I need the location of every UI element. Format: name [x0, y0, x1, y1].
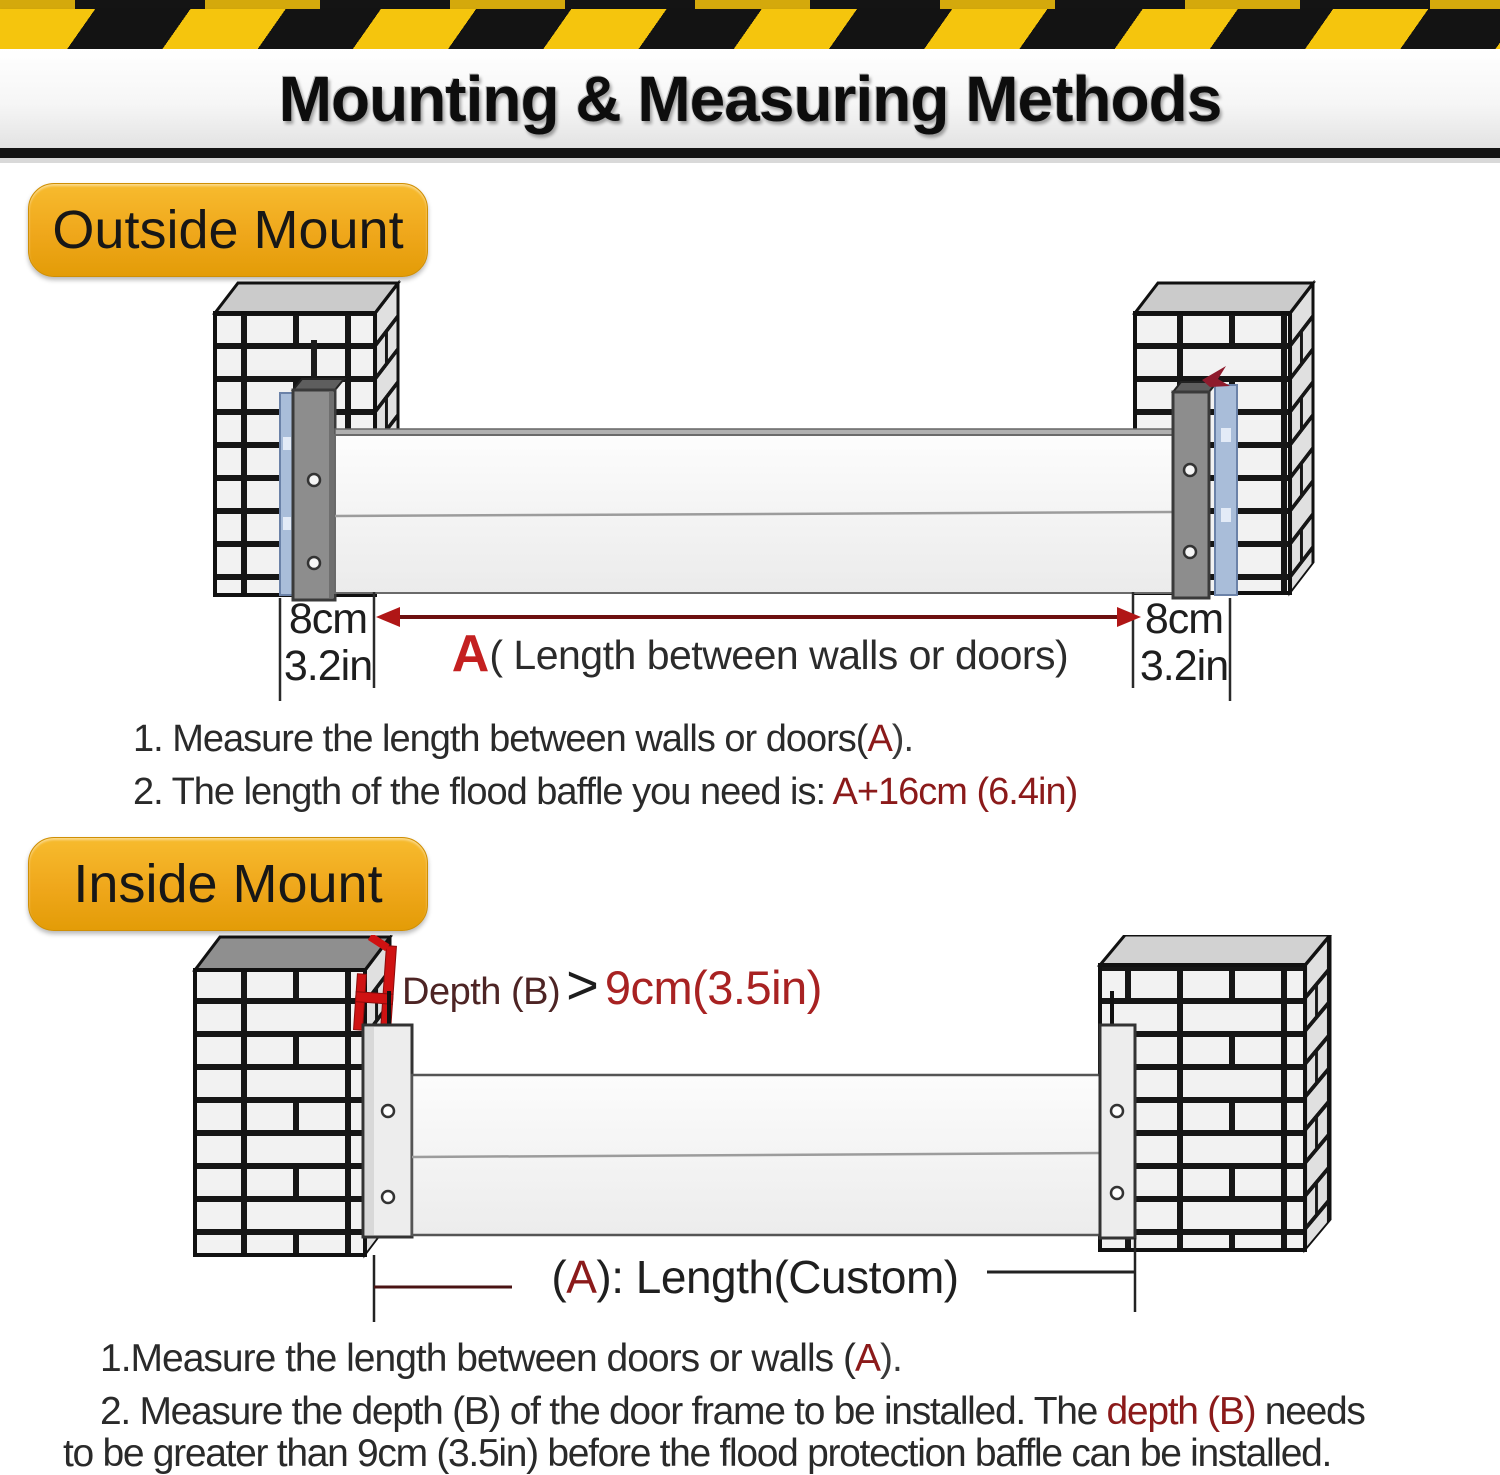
page-title: Mounting & Measuring Methods — [278, 62, 1222, 135]
hazard-stripe-edge — [0, 0, 1500, 9]
greater-than-symbol: > — [566, 953, 599, 1016]
left-offset-label — [278, 596, 378, 690]
pillar-top-face — [1100, 935, 1330, 965]
pillar-top-face — [215, 283, 398, 313]
rubber-seal-right — [1215, 385, 1237, 595]
seal-reflection — [1221, 508, 1231, 522]
mounting-bracket-right — [1173, 382, 1217, 598]
divider-rule — [0, 148, 1500, 163]
pillar-side-face — [1305, 935, 1330, 1250]
pillar-front-face — [195, 970, 365, 1255]
span-a-text: ( Length between walls or doors) — [489, 632, 1069, 678]
depth-requirement-label — [402, 952, 822, 1017]
seal-reflection — [1221, 428, 1231, 442]
span-a-custom-label: (A): Length(Custom) — [551, 1251, 959, 1303]
pillar-top-face — [195, 937, 390, 970]
inside-step-2: 2. Measure the depth (B) of the door frame to be installed. The depth (B) needs — [100, 1390, 1365, 1433]
mounting-bracket-right — [1100, 991, 1135, 1238]
offset-cm: 8cm — [288, 595, 368, 643]
pillar-top-face — [1135, 283, 1313, 313]
length-formula: A+16cm (6.4in) — [832, 771, 1078, 813]
span-a-label — [385, 624, 1135, 684]
inside-mount-badge: Inside Mount — [28, 837, 428, 931]
span-a-letter: A — [451, 625, 490, 683]
flood-barrier-panel — [412, 1075, 1100, 1235]
screw-hole — [1184, 546, 1196, 558]
right-offset-label — [1134, 596, 1234, 690]
screw-hole — [1111, 1187, 1123, 1199]
bracket-top-face — [293, 379, 344, 390]
seal-reflection — [283, 517, 291, 530]
inside-step-1: 1.Measure the length between doors or walls (A). — [100, 1337, 902, 1380]
outside-step-1: 1. Measure the length between walls or doors(A). — [133, 718, 914, 760]
seal-reflection — [283, 437, 291, 450]
screw-hole — [382, 1105, 394, 1117]
screw-hole — [308, 557, 320, 569]
depth-value: 9cm(3.5in) — [604, 961, 822, 1014]
depth-text: Depth (B) — [402, 971, 561, 1013]
title-band — [0, 49, 1500, 148]
offset-in: 3.2in — [283, 642, 373, 690]
screw-hole — [1111, 1105, 1123, 1117]
pillar-side-face — [1290, 283, 1313, 593]
screw-hole — [1184, 464, 1196, 476]
flood-barrier-panel — [335, 429, 1173, 593]
inside-step-2-continued: to be greater than 9cm (3.5in) before the flood protection baffle can be installed. — [63, 1432, 1332, 1475]
hazard-stripe-band — [0, 9, 1500, 49]
offset-cm: 8cm — [1144, 595, 1224, 643]
screw-hole — [382, 1191, 394, 1203]
screw-hole — [308, 474, 320, 486]
outside-step-2: 2. The length of the flood baffle you need is: A+16cm (6.4in) — [133, 771, 1078, 813]
offset-in: 3.2in — [1139, 642, 1229, 690]
outside-mount-badge: Outside Mount — [28, 183, 428, 277]
mounting-bracket-left — [363, 991, 412, 1237]
